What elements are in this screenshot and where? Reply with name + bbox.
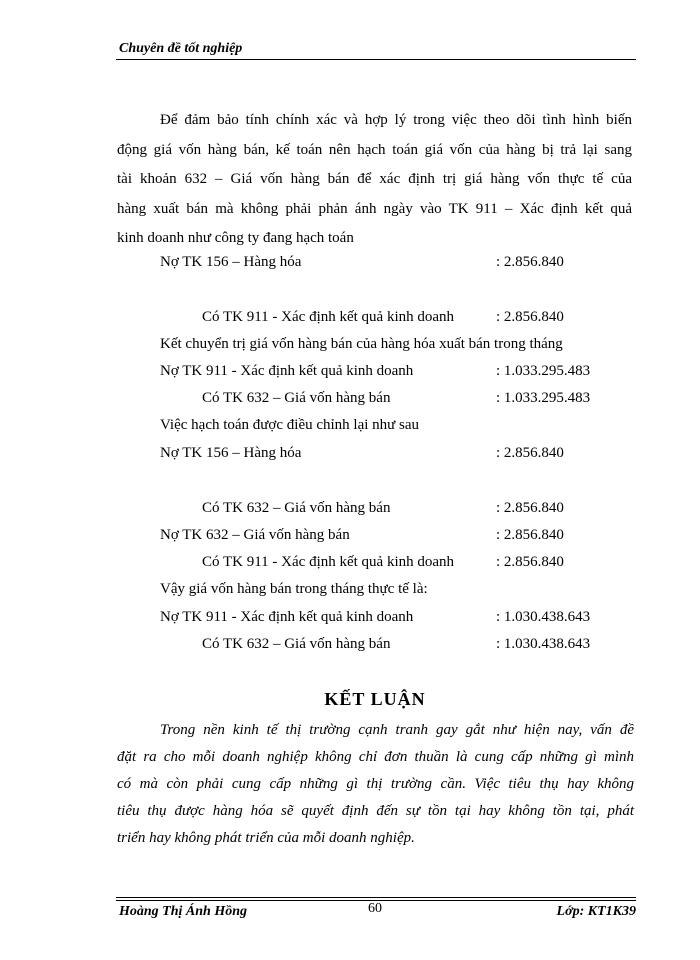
entry-description: Việc hạch toán được điều chỉnh lại như sau: [160, 417, 420, 433]
conclusion-line: đặt ra cho mỗi doanh nghiệp không chỉ đơn thuần là cung cấp những gì mình: [117, 749, 634, 765]
entry-account: Nợ TK 911 - Xác định kết quả kinh doanh: [160, 609, 414, 625]
entry-description: Kết chuyển trị giá vốn hàng bán của hàng hóa xuất bán trong tháng: [160, 336, 563, 352]
header-rule: [116, 59, 636, 60]
intro-line: Để đảm bảo tính chính xác và hợp lý trong việc theo dõi tình hình biến: [160, 112, 632, 128]
entry-amount: : 1.033.295.483: [496, 363, 591, 379]
entry-amount: : 2.856.840: [496, 500, 564, 516]
entry-amount: : 2.856.840: [496, 309, 564, 325]
conclusion-line: có mà còn phải cung cấp những gì thị trường cần. Việc tiêu thụ hay không: [117, 776, 634, 792]
entry-account: Có TK 632 – Giá vốn hàng bán: [202, 636, 391, 652]
entry-amount: : 1.033.295.483: [496, 390, 591, 406]
entry-amount: : 2.856.840: [496, 554, 564, 570]
footer-class-label: Lớp: KT1K39: [556, 904, 636, 919]
entry-account: Có TK 632 – Giá vốn hàng bán: [202, 390, 391, 406]
entry-account: Nợ TK 156 – Hàng hóa: [160, 254, 302, 270]
entry-account: Có TK 632 – Giá vốn hàng bán: [202, 500, 391, 516]
footer-rule: [116, 897, 636, 898]
entry-amount: : 2.856.840: [496, 445, 564, 461]
intro-line: động giá vốn hàng bán, kế toán nên hạch toán giá vốn của hàng bị trả lại sang: [117, 142, 632, 158]
conclusion-heading: [0, 689, 700, 710]
entry-account: Nợ TK 911 - Xác định kết quả kinh doanh: [160, 363, 414, 379]
entry-account: Nợ TK 632 – Giá vốn hàng bán: [160, 527, 350, 543]
entry-account: Có TK 911 - Xác định kết quả kinh doanh: [202, 309, 455, 325]
entry-amount: : 2.856.840: [496, 254, 564, 270]
entry-account: Nợ TK 156 – Hàng hóa: [160, 445, 302, 461]
entry-amount: : 1.030.438.643: [496, 609, 591, 625]
intro-line: hàng xuất bán mà không phải phản ánh ngày vào TK 911 – Xác định kết quả: [117, 201, 632, 217]
entry-amount: : 1.030.438.643: [496, 636, 591, 652]
entry-description: Vậy giá vốn hàng bán trong tháng thực tế là:: [160, 581, 428, 597]
conclusion-line: Trong nền kinh tế thị trường cạnh tranh gay gắt như hiện nay, vấn đề: [160, 722, 634, 738]
intro-line: tài khoản 632 – Giá vốn hàng bán để xác định trị giá hàng vốn thực tế của: [117, 171, 632, 187]
conclusion-line: triển hay không phát triển của mỗi doanh nghiệp.: [117, 830, 415, 846]
intro-line: kinh doanh như công ty đang hạch toán: [117, 230, 354, 246]
page-number: 60: [368, 901, 382, 916]
entry-amount: : 2.856.840: [496, 527, 564, 543]
entry-account: Có TK 911 - Xác định kết quả kinh doanh: [202, 554, 455, 570]
page-header-title: Chuyên đề tốt nghiệp: [119, 41, 243, 56]
conclusion-line: tiêu thụ được hàng hóa sẽ quyết định đến sự tồn tại hay không tồn tại, phát: [117, 803, 634, 819]
footer-author: Hoàng Thị Ánh Hồng: [119, 904, 247, 919]
conclusion-heading-text: KẾT LUẬN: [324, 689, 426, 709]
